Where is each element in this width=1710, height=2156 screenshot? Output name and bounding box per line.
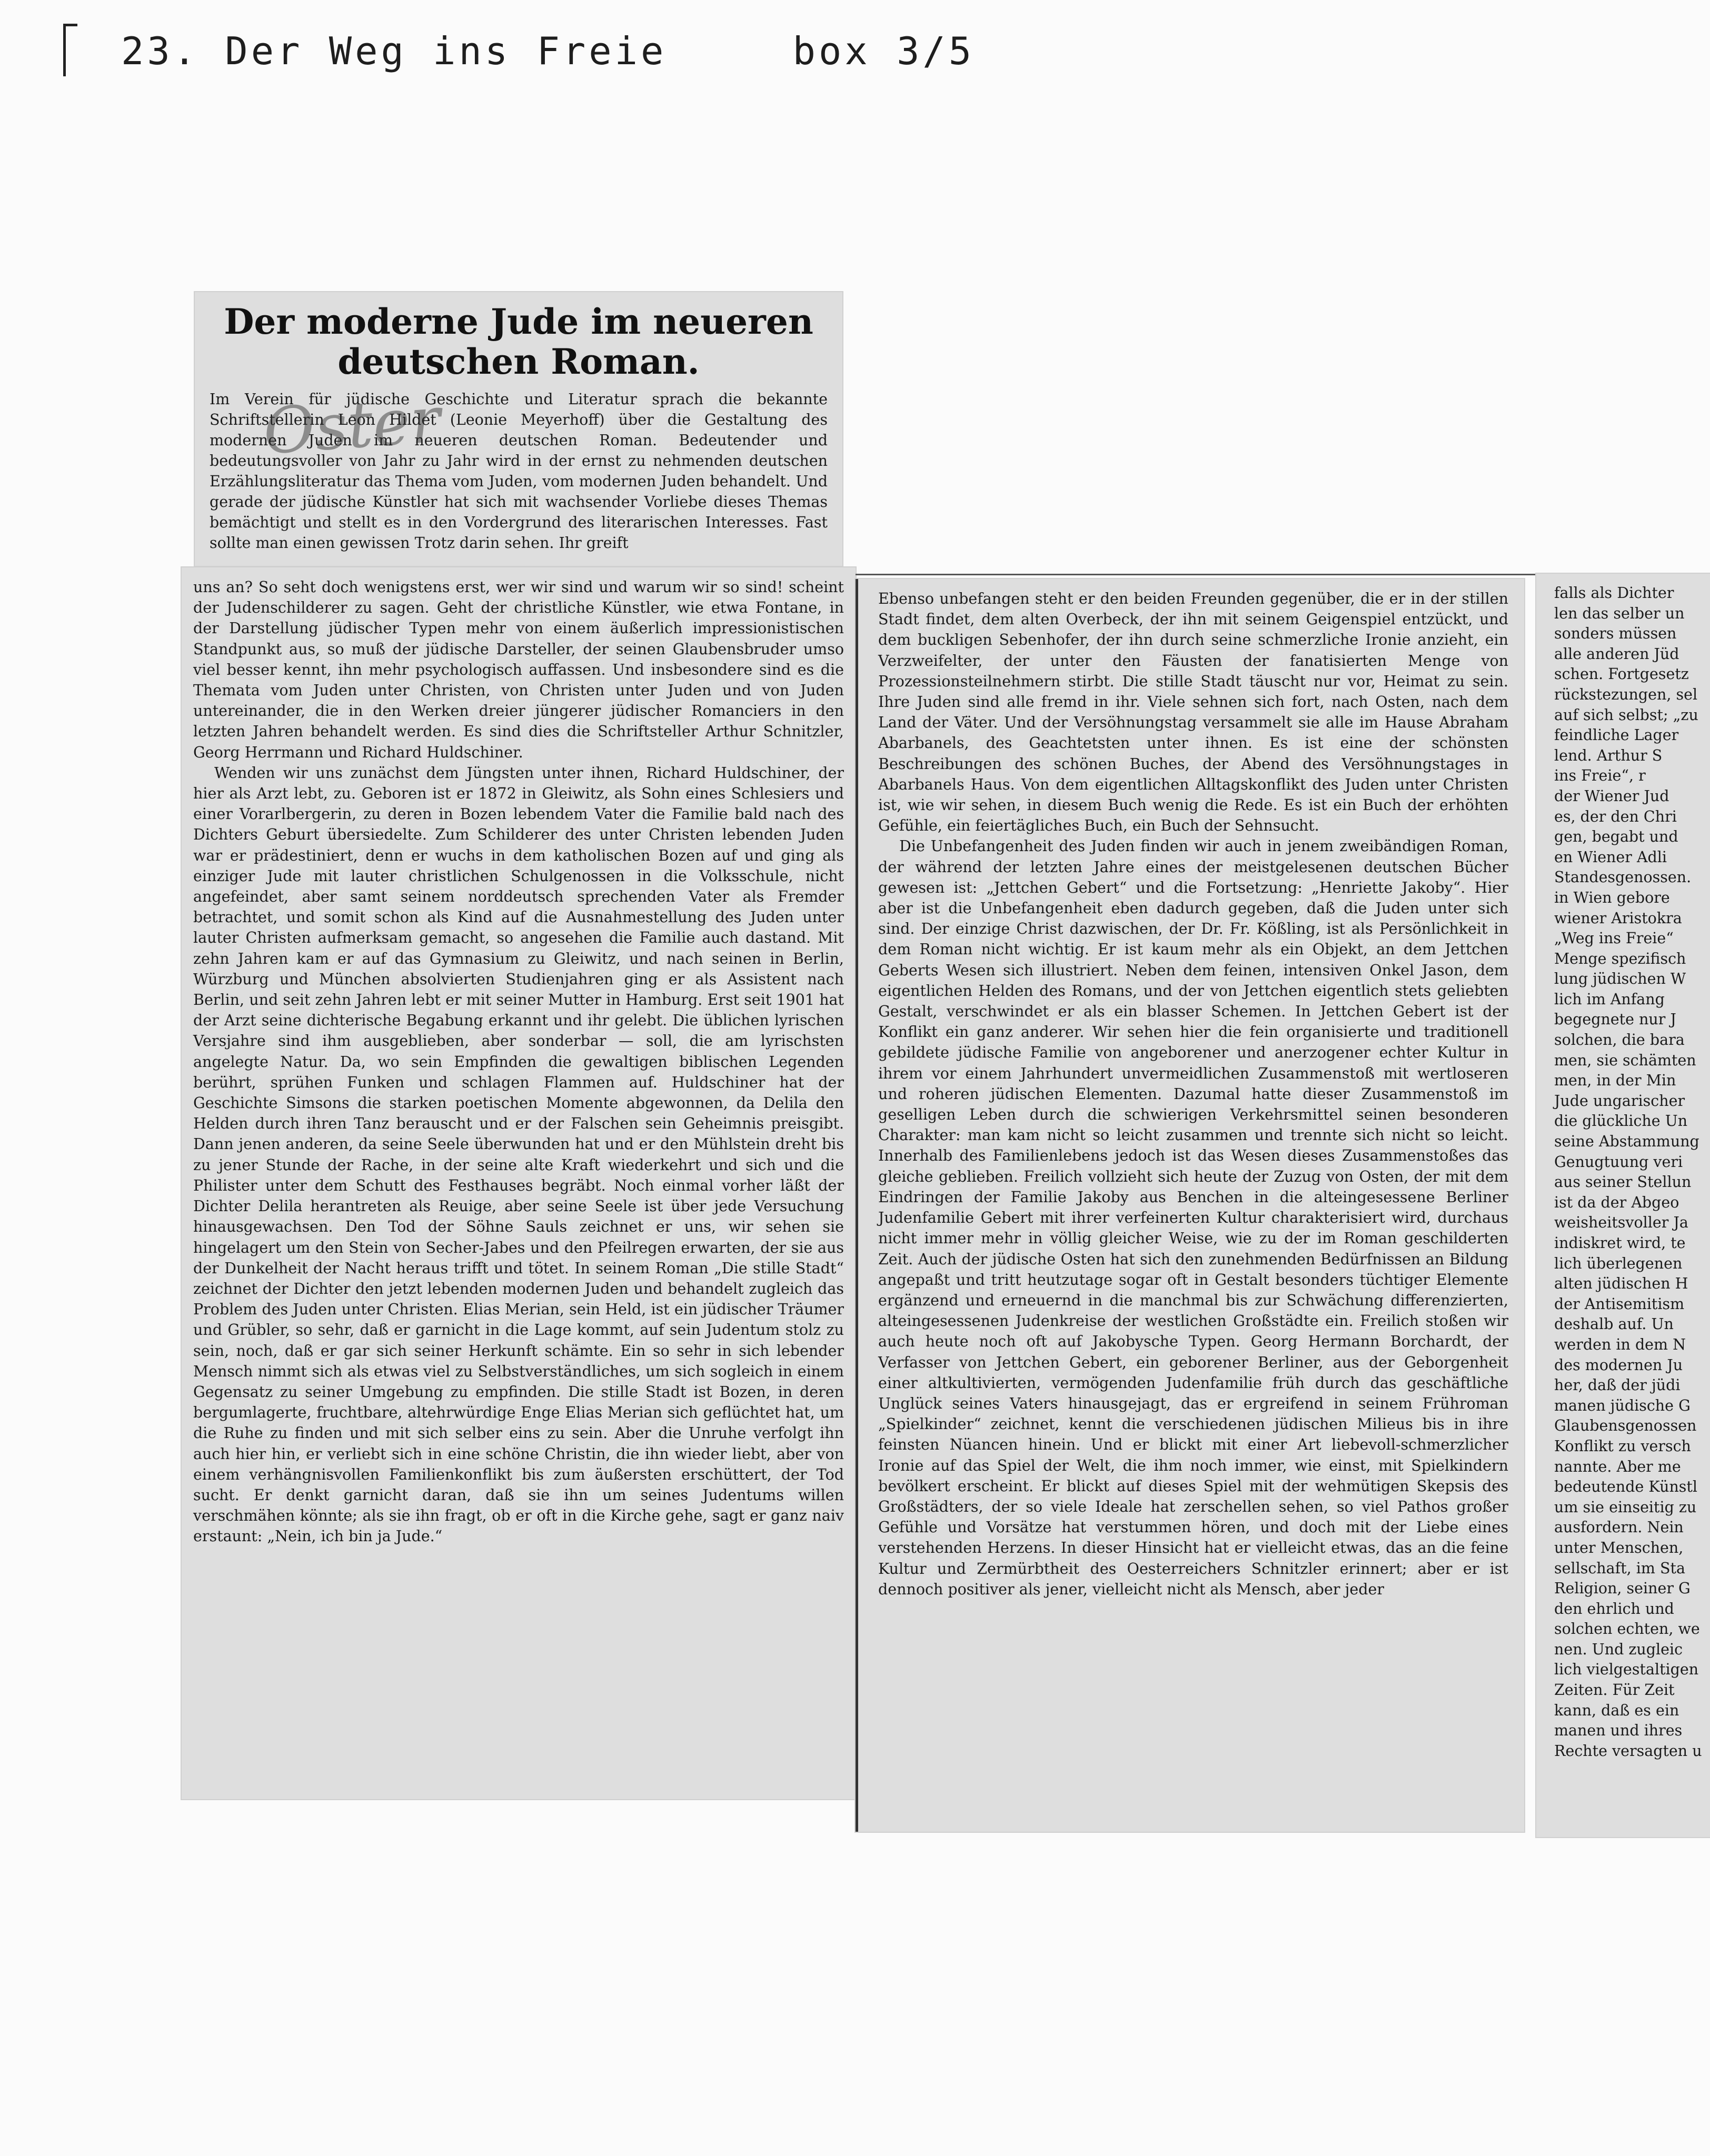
column-3-line: men, sie schämten [1554,1051,1696,1069]
column-3-line: Menge spezifisch [1554,950,1686,967]
bracket-mark [63,24,77,76]
column-3-line: es, der den Chri [1554,807,1677,825]
column-3-line: aus seiner Stellun [1554,1173,1692,1191]
column-3-line: Genugtuung veri [1554,1153,1683,1171]
column-3-line: werden in dem N [1554,1335,1686,1353]
column-3-line: des modernen Ju [1554,1356,1683,1374]
column-3-line: auf sich selbst; „zu [1554,706,1698,724]
column-3-line: solchen echten, we [1554,1620,1700,1638]
article-intro: Im Verein für jüdische Geschichte und Literatur sprach die bekannte Schriftstellerin Leon Hildet (Leonie Meyerhoff) über die Gestaltung des modernen Juden im neueren deutschen Roman. Bedeutender und bedeutungsvoller von Jahr zu Jahr wird in der ernst zu nehmenden deutschen Erzählungsliteratur das Thema vom Juden, vom modernen Juden behandelt. Und gerade der jüdische Künstler hat sich mit wachsender Vorliebe dieses Themas bemächtigt und stellt es in den Vordergrund des literarischen Interesses. Fast sollte man einen gewissen Trotz darin sehen. Ihr greift [210,391,828,552]
article-headline: Der moderne Jude im neueren deutschen Roman. [224,301,813,382]
column-3-line: begegnete nur J [1554,1011,1676,1029]
column-3-line: lich im Anfang [1554,990,1665,1008]
clipping-column-3-cut [1536,574,1710,1837]
column-3-line: Zeiten. Für Zeit [1554,1681,1675,1699]
column-3-line: alle anderen Jüd [1554,645,1679,663]
column-3-line: en Wiener Adli [1554,848,1667,866]
column-3-line: ist da der Abgeo [1554,1193,1679,1211]
column-3-line: her, daß der jüdi [1554,1376,1681,1394]
column-3-line: bedeutende Künstl [1554,1478,1697,1496]
folder-title: 23. Der Weg ins Freie [121,29,667,73]
box-number: box 3/5 [792,29,975,73]
column-2-paragraph-1: Ebenso unbefangen steht er den beiden Freunden gegenüber, die er in der stillen Stadt findet, dem alten Overbeck, der ihn mit seinem Geigenspiel entzückt, und dem buckligen Sebenhofer, der ihn durch seine schmerzliche Ironie anzieht, ein Verzweifelter, der unter den Fäusten der fanatisierten Menge von Prozessionsteilnehmern stirbt. Die stille Stadt täuscht nur vor, Heimat zu sein. Ihre Juden sind alle fremd in ihr. Viele sehnen sich fort, nach Osten, nach dem Land der Väter. Und der Versöhnungstag versammelt sie alle im Hause Abraham Abarbanels, des Geachtetsten unter ihnen. Es ist eine der schönsten Beschreibungen des schönen Buches, der Abend des Versöhnungstages in Abarbanels Haus. Von dem eigentlichen Alltagskonflikt des Juden unter Christen ist, wie wir sehen, in diesem Buch wenig die Rede. Es ist ein Buch der erhöhten Gefühle, ein feiertägliches Buch, ein Buch der Sehnsucht. [878,590,1508,835]
column-3-line: ausfordern. Nein [1554,1519,1684,1536]
column-3-line: um sie einseitig zu [1554,1498,1697,1516]
column-3-line: der Antisemitism [1554,1295,1685,1313]
column-3-line: Jude ungarischer [1554,1092,1685,1110]
column-3-line: Standesgenossen. [1554,869,1692,886]
column-3-line: den ehrlich und [1554,1600,1674,1618]
column-3-line: „Weg ins Freie“ [1554,930,1674,947]
column-1-paragraph-2: Wenden wir uns zunächst dem Jüngsten unter ihnen, Richard Huldschiner, der hier als Arzt lebt, zu. Geboren ist er 1872 in Gleiwitz, als Sohn eines Schlesiers und einer Vorarlbergerin, zu deren in Bozen lebendem Vater die Familie bald nach des Dichters Geburt übersiedelte. Zum Schilderer des unter Christen lebenden Juden war er prädestiniert, denn er wuchs in dem katholischen Bozen auf und ging als einziger Jude mit lauter christlichen Schulgenossen in die Volksschule, nicht angefeindet, aber samt seinem norddeutsch sprechenden Vater als Fremder betrachtet, und somit schon als Kind auf die Ausnahmestellung des Juden unter lauter Christen aufmerksam gemacht, so angesehen die Familie auch dastand. Mit zehn Jahren kam er auf das Gymnasium zu Gleiwitz, und nach seinen in Berlin, Würzburg und München absolvierten Studienjahren ging er als Assistent nach Berlin, und seit zehn Jahren lebt er mit seiner Mutter in Hamburg. Erst seit 1901 hat der Arzt seine dichterische Begabung erkannt und ihr gelebt. Die üblichen lyrischen Versjahre sind ihm ausgeblieben, aber sonderbar — soll, die am lyrischsten angelegte Natur. Da, wo sein Empfinden die gewaltigen biblischen Legenden berührt, sprühen Funken und schlagen Flammen auf. Huldschiner hat der Geschichte Simsons die starken poetischen Momente abgewonnen, da Delila den Helden durch ihren Tanz berauscht und er der Falschen sein Geheimnis preisgibt. Dann jenen anderen, da seine Seele überwunden hat und er den Mühlstein dreht bis zu jener Stunde der Rache, in der seine alte Kraft wiederkehrt und sich und die Philister unter dem Schutt des Festhauses begräbt. Noch einmal vorher läßt der Dichter Delila herantreten als Reuige, aber seine Seele ist über jede Versuchung hinausgewachsen. Den Tod der Söhne Sauls zeichnet er uns, wir sehen sie hingelagert um den Stein von Secher-Jabes und den Pfeilregen erwarten, der sie aus der Dunkelheit der Nacht heraus trifft und tötet. In seinem Roman „Die stille Stadt“ zeichnet der Dichter den jetzt lebenden modernen Juden und behandelt zugleich das Problem des Juden unter Christen. Elias Merian, sein Held, ist ein jüdischer Träumer und Grübler, so sehr, daß er garnicht in die Lage kommt, auf sein Judentum stolz zu sein, noch, daß er gar sich seiner Herkunft schämte. Ein so sehr in sich lebender Mensch nimmt sich als etwas viel zu Selbstverständliches, um sich sogleich in einem Gegensatz zu seiner Umgebung zu empfinden. Die stille Stadt ist Bozen, in deren bergumlagerte, fruchtbare, altehrwürdige Enge Elias Merian sich geflüchtet hat, um die Ruhe zu finden und mit sich selber eins zu sein. Aber die Unruhe verfolgt ihn auch hier hin, er verliebt sich in eine schöne Christin, die ihn wieder liebt, aber von einem verhängnisvollen Familienkonflikt bis zum äußersten erschüttert, der Tod sucht. Er denkt garnicht daran, daß sie ihn um seines Judentums willen verschmähen könnte; als sie ihn fragt, ob er oft in die Kirche gehe, sagt er ganz naiv erstaunt: „Nein, ich bin ja Jude.“ [193,764,844,1545]
column-3-line: manen und ihres [1554,1722,1683,1740]
column-3-line: alten jüdischen H [1554,1275,1688,1293]
column-3-line: seine Abstammung [1554,1133,1699,1151]
column-3-line: indiskret wird, te [1554,1234,1686,1252]
column-3-line: in Wien gebore [1554,889,1670,906]
column-3-line: weisheitsvoller Ja [1554,1214,1688,1232]
column-3-line: der Wiener Jud [1554,787,1669,805]
column-3-line: nannte. Aber me [1554,1458,1681,1475]
column-3-line: gen, begabt und [1554,828,1678,846]
pencil-annotation: Oster [261,383,443,469]
folder-header [68,29,975,73]
column-3-line: ins Freie“, r [1554,767,1646,785]
column-3-line: kann, daß es ein [1554,1701,1679,1719]
column-3-line: solchen, die bara [1554,1031,1685,1049]
column-3-line: Rechte versagten u [1554,1742,1702,1760]
column-3-line: Glaubensgenossen [1554,1417,1697,1435]
column-3-line: Religion, seiner G [1554,1580,1691,1598]
clipping-column-1 [182,567,856,1799]
column-3-line: die glückliche Un [1554,1112,1688,1130]
column-3-line: rückstezungen, sel [1554,685,1698,703]
column-3-line: lung jüdischen W [1554,970,1686,988]
column-separator-rule [856,574,1540,575]
column-3-line: lend. Arthur S [1554,746,1663,764]
column-3-line: schen. Fortgesetz [1554,665,1689,683]
column-2-paragraph-2: Die Unbefangenheit des Juden finden wir auch in jenem zweibändigen Roman, der während der letzten Jahre eines der meistgelesenen deutschen Bücher gewesen ist: „Jettchen Gebert“ und die Fortsetzung: „Henriette Jakoby“. Hier aber ist die Unbefangenheit eben dadurch gegeben, daß die Juden unter sich sind. Der einzige Christ dazwischen, der Dr. Fr. Kößling, ist als Persönlichkeit in dem Roman nicht wichtig. Er ist kaum mehr als ein Objekt, an dem Jettchen Geberts Wesen sich illustriert. Neben dem feinen, intensiven Onkel Jason, dem eigentlichen Helden des Romans, und der von Jettchen eigentlich stets geliebten Gestalt, verschwindet er als ein blasser Schemen. In Jettchen Gebert ist der Konflikt ein ganz anderer. Wir sehen hier die fein organisierte und traditionell gebildete jüdische Familie von angeborener und anerzogener echter Kultur in ihrem vor einem Jahrhundert unvermeidlichen Zusammenstoß mit wertloseren und roheren jüdischen Elementen. Dazumal hatte dieser Zusammenstoß im geselligen Leben durch die schwierigen Verkehrsmittel seinen besonderen Charakter: man kam nicht so leicht zusammen und trennte sich nicht so leicht. Innerhalb des Familienlebens jedoch ist das Wesen dieses Zusammenstoßes das gleiche geblieben. Freilich vollzieht sich heute der Zuzug von Osten, der mit dem Eindringen der Familie Jakoby aus Benchen in die alteingesessene Berliner Judenfamilie Gebert mit ihrer verfeinerten Kultur charakterisiert wird, durchaus nicht immer mehr in völlig gleicher Weise, wie zu der im Roman geschilderten Zeit. Auch der jüdische Osten hat sich den zunehmenden Bedürfnissen an Bildung angepaßt und tritt heutzutage sogar oft in Gestalt besonders tüchtiger Elemente ergänzend und erneuernd in die manchmal bis zur Schwächung differenzierten, alteingesessenen Judenkreise der westlichen Großstädte ein. Freilich stoßen wir auch heute noch oft auf Jakobysche Typen. Georg Hermann Borchardt, der Verfasser von Jettchen Gebert, ein geborener Berliner, aus der Geborgenheit einer altkultivierten, vermögenden Judenfamilie früh durch das geschäftliche Unglück seines Vaters hinausgejagt, das er ergreifend in seinem Frühroman „Spielkinder“ zeichnet, kennt die verschiedenen jüdischen Milieus bis in ihre feinsten Nüancen hinein. Und er blickt mit einer Art liebevoll-schmerzlicher Ironie auf das Spiel der Welt, die ihm noch immer, wie einst, mit Spielkindern bevölkert erscheint. Er blickt auf dieses Spiel mit der wehmütigen Skepsis des Großstädters, der so viele Ideale hat zerschellen sehen, so viel Pathos großer Gefühle und Vorsätze hat verstummen hören, und doch mit der Liebe eines verstehenden Herzens. In dieser Hinsicht hat er vielleicht etwas, das an die feine Kultur und Zermürbtheit des Oesterreichers Schnitzler erinnert; aber er ist dennoch positiver als jener, vielleicht nicht als Mensch, aber jeder [878,837,1508,1598]
column-3-line: wiener Aristokra [1554,909,1682,927]
column-3-line: len das selber un [1554,604,1685,622]
column-3-line: Konflikt zu versch [1554,1437,1691,1455]
column-3-line: deshalb auf. Un [1554,1315,1674,1333]
column-3-line: lich überlegenen [1554,1254,1683,1272]
column-3-line: manen jüdische G [1554,1396,1691,1414]
column-3-line: sonders müssen [1554,625,1677,643]
column-3-line: men, in der Min [1554,1072,1676,1090]
column-1-paragraph-1: uns an? So seht doch wenigstens erst, wer wir sind und warum wir so sind! scheint der Judenschilderer zu sagen. Geht der christliche Künstler, wie etwa Fontane, in der Darstellung jüdischer Typen mehr von einem äußerlich impressionistischen Standpunkt aus, so muß der jüdische Darsteller, der seinen Glaubensbruder umso viel besser kennt, ihn mehr psychologisch auffassen. Und insbesondere sind es die Themata vom Juden unter Christen, von Christen unter Juden und von Juden untereinander, die in den Werken dreier jüngerer jüdischer Romanciers in den letzten Jahren behandelt werden. Es sind dies die Schriftsteller Arthur Schnitzler, Georg Herrmann und Richard Huldschiner. [193,578,844,761]
column-3-line: falls als Dichter [1554,584,1674,602]
column-3-line: feindliche Lager [1554,726,1679,744]
clipping-column-2 [856,579,1524,1832]
column-3-line: nen. Und zugleic [1554,1640,1683,1658]
column-3-line: unter Menschen, [1554,1539,1684,1556]
column-3-line: lich vielgestaltigen [1554,1661,1699,1679]
column-3-line: sellschaft, im Sta [1554,1559,1685,1577]
